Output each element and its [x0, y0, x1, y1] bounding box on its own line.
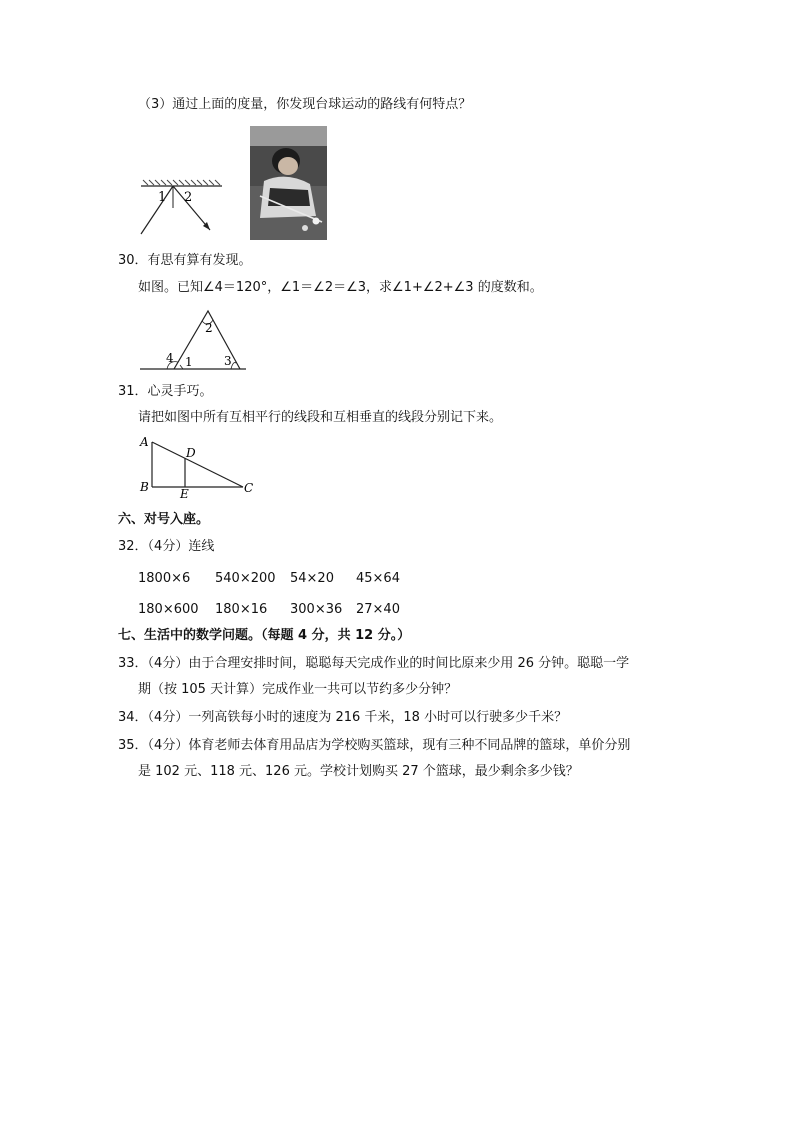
question-30-text: 如图。已知∠4＝120°，∠1＝∠2＝∠3，求∠1+∠2+∠3 的度数和。: [138, 280, 543, 295]
point-label-a: A: [140, 436, 149, 449]
question-31-title: 31．心灵手巧。: [118, 384, 213, 399]
angle-label-2: 2: [184, 190, 193, 205]
expr-row2-2: 180×16: [215, 602, 268, 617]
question-29-3: （3）通过上面的度量，你发现台球运动的路线有何特点？: [138, 97, 472, 112]
point-label-b: B: [140, 480, 149, 494]
section-6-heading: 六、对号入座。: [118, 512, 210, 527]
expr-row2-3: 300×36: [290, 602, 343, 617]
question-33-line1: 33．（4分）由于合理安排时间，聪聪每天完成作业的时间比原来少用 26 分钟。聪聪一学: [118, 656, 630, 671]
section-7-heading: 七、生活中的数学问题。（每题 4 分，共 12 分。）: [118, 628, 411, 643]
question-33-line2: 期（按 105 天计算）完成作业一共可以节约多少分钟？: [138, 682, 458, 697]
expr-row2-4: 27×40: [356, 602, 400, 617]
expr-row1-3: 54×20: [290, 571, 334, 586]
billiards-photo: [250, 126, 327, 240]
expr-row2-1: 180×600: [138, 602, 199, 617]
question-31-text: 请把如图中所有互相平行的线段和互相垂直的线段分别记下来。: [138, 410, 503, 425]
angle-label-1: 1: [158, 190, 167, 205]
angle-label-1: 1: [185, 355, 193, 369]
angle-label-2: 2: [205, 321, 213, 335]
triangle-diagram: [138, 308, 250, 372]
segment-ac: [152, 442, 243, 487]
reflection-diagram: [138, 176, 228, 236]
point-label-e: E: [180, 487, 189, 500]
question-35-line1: 35．（4分）体育老师去体育用品店为学校购买篮球，现有三种不同品牌的篮球，单价分别: [118, 738, 631, 753]
expr-row1-2: 540×200: [215, 571, 276, 586]
angle-label-4: 4: [166, 351, 174, 365]
expr-row1-4: 45×64: [356, 571, 400, 586]
point-label-c: C: [244, 481, 254, 495]
question-34: 34．（4分）一列高铁每小时的速度为 216 千米，18 小时可以行驶多少千米？: [118, 710, 568, 725]
incident-ray: [141, 186, 173, 234]
segment-diagram: [138, 436, 258, 500]
question-35-line2: 是 102 元、118 元、126 元。学校计划购买 27 个篮球，最少剩余多少钱？: [138, 764, 579, 779]
question-30-title: 30．有思有算有发现。: [118, 253, 252, 268]
point-label-d: D: [186, 446, 196, 460]
angle-label-3: 3: [224, 354, 232, 368]
question-32-title: 32．（4分）连线: [118, 539, 215, 554]
expr-row1-1: 1800×6: [138, 571, 191, 586]
